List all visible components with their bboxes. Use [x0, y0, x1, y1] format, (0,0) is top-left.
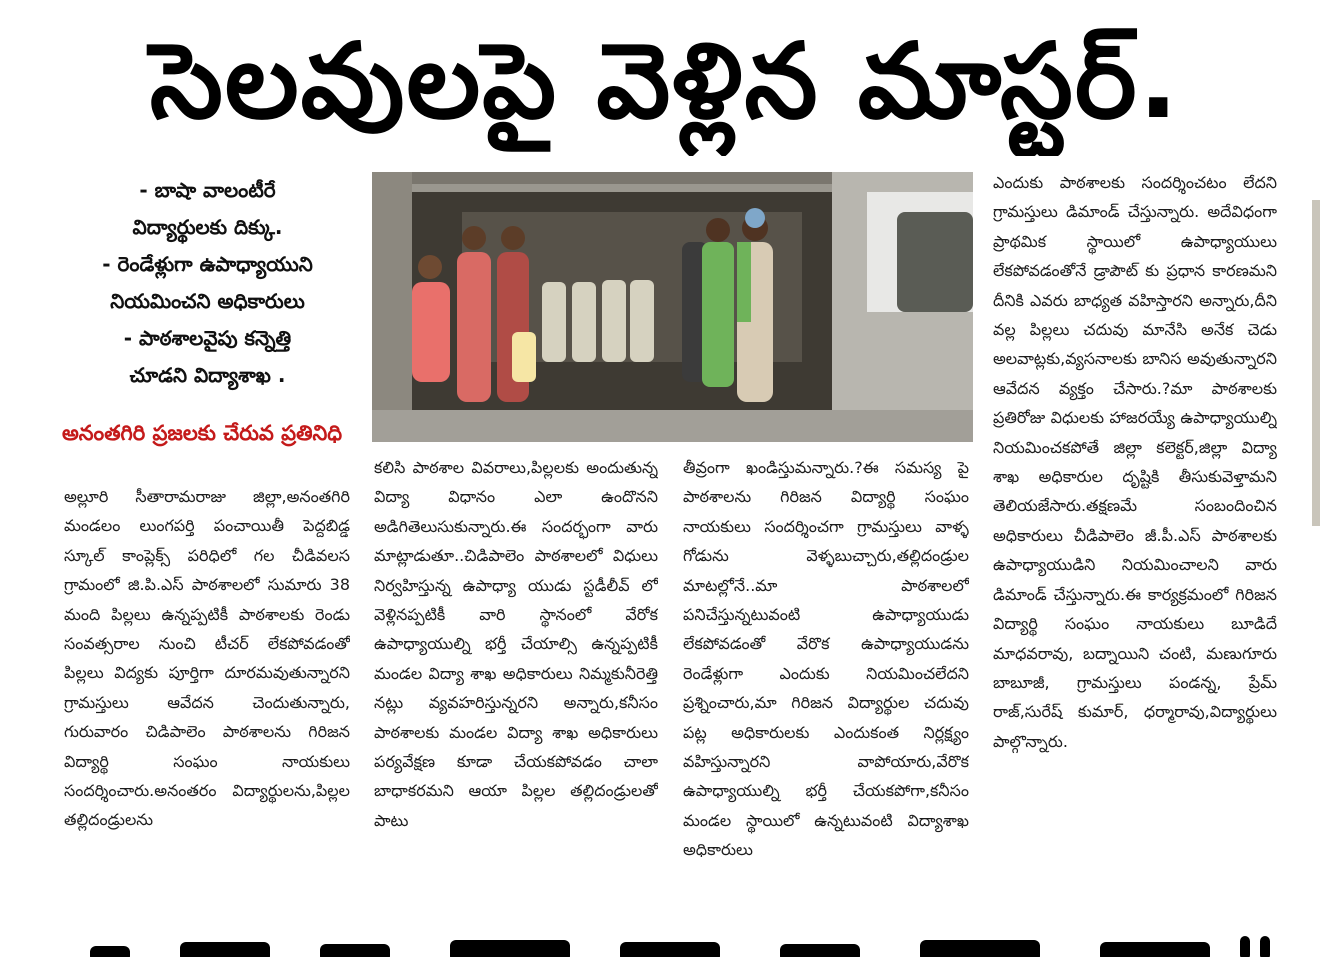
sub-point-4: నియమించని అధికారులు	[110, 289, 305, 313]
sub-point-6: చూడని విద్యాశాఖ .	[129, 363, 286, 387]
group-photo-illustration	[372, 172, 973, 442]
news-photo	[372, 172, 973, 442]
article-column-2: కలిసి పాఠశాల వివరాలు,పిల్లలకు అందుతున్న విద్యా విధానం ఎలా ఉందొనని అడిగితెలుసుకున్నారు.ఈ సందర్భంగా వారు మాట్లాడుతూ..చిడిపాలెం పాఠశాలలో విధులు నిర్వహిస్తున్న ఉపాధ్యా యుడు స్టడీలీవ్ లో వెళ్లినప్పటికీ వారి స్థానంలో వేరోక ఉపాధ్యాయుల్ని భర్తీ చేయాల్సి ఉన్నప్పటికీ మండల విద్యా శాఖ అధికారులు నిమ్మకునీరెత్తి నట్లు వ్యవహరిస్తున్నరని అన్నారు,కనీసం పాఠశాలకు మండల విద్యా శాఖ అధికారులు పర్యవేక్షణ కూడా చేయకపోవడం చాలా బాధాకరమని ఆయా పిల్లల తల్లిదండ్రులతో పాటు	[374, 458, 658, 830]
adjacent-photo-edge	[1312, 200, 1320, 526]
article-column-4: ఎందుకు పాఠశాలకు సందర్శించటం లేదని గ్రామస్తులు డిమాండ్ చేస్తున్నారు. అదేవిధంగా ప్రాథమిక స్థాయిలో ఉపాధ్యాయులు లేకపోవడంతోనే డ్రాపౌట్ కు ప్రధాన కారణమని దీనికి ఎవరు బాధ్యత వహిస్తారని అన్నారు,దీని వల్ల పిల్లలు చదువు మానేసి అనేక చెడు అలవాట్లకు,వ్యసనాలకు బానిస అవుతున్నారని ఆవేదన వ్యక్తం చేసారు.?మా పాఠశాలకు ప్రతిరోజు విధులకు హాజరయ్యే ఉపాధ్యాయుల్ని నియమించకపోతే జిల్లా కలెక్టర్,జిల్లా విద్యా శాఖ అధికారుల దృష్టికి తీసుకువెళ్తామని తెలియజేసారు.తక్షణమే సంబందించిన అధికారులు చీడిపాలెం జీ.పీ.ఎస్ పాఠశాలకు ఉపాధ్యాయుడిని నియమించాలని వారు డిమాండ్ చేస్తున్నారు.ఈ కార్యక్రమంలో గిరిజన విద్యార్థి సంఘం నాయకులు బూడిదే మాధవరావు, బద్నాయిని చంటి, మణుగూరు బాబూజీ, గ్రామస్తులు పండన్న, ప్రేమ్ రాజ్,సురేష్ కుమార్, ధర్మారావు,విద్యార్థులు పాల్గొన్నారు.	[993, 173, 1277, 751]
sub-point-1: - బాషా వాలంటీరే	[139, 178, 276, 202]
sub-points	[60, 172, 355, 394]
article-column-1: అల్లూరి సీతారామరాజు జిల్లా,అనంతగిరి మండలం లుంగపర్తి పంచాయితీ పెద్దబిడ్డ స్కూల్ కాంప్లెక్స్ పరిధిలో గల చీడివలస గ్రామంలో జి.పి.ఎస్ పాఠశాలలో సుమారు 38 మంది పిల్లలు ఉన్నప్పటికీ పాఠశాలకు రెండు సంవత్సరాల నుంచి టీచర్ లేకపోవడంతో పిల్లలు విద్యకు పూర్తిగా దూరమవుతున్నారని గ్రామస్తులు ఆవేదన చెందుతున్నారు, గురువారం చిడిపాలెం పాఠశాలను గిరిజన విద్యార్థి సంఘం నాయకులు సందర్శించారు.అనంతరం విద్యార్థులను,పిల్లల తల్లిదండ్రులను	[64, 487, 350, 830]
article-column-3: తీవ్రంగా ఖండిస్తుమన్నారు.?ఈ సమస్య పై పాఠశాలను గిరిజన విద్యార్థి సంఘం నాయకులు సందర్శించగా గ్రామస్తులు వాళ్ళ గోడును వెళ్ళబుచ్చారు,తల్లిదండ్రుల మాటల్లోనే..మా పాఠశాలలో పనిచేస్తున్నటువంటి ఉపాధ్యాయుడు లేకపోవడంతో వేరొక ఉపాధ్యాయుడను రెండేళ్లుగా ఎందుకు నియమించలేదని ప్రశ్నించారు,మా గిరిజన విద్యార్థుల చదువు పట్ల అధికారులకు ఎందుకంత నిర్లక్ష్యం వహిస్తున్నారని వాపోయారు,వేరొక ఉపాధ్యాయుల్ని భర్తీ చేయకపోగా,కనీసం మండల స్థాయిలో ఉన్నటువంటి విద్యాశాఖ అధికారులు	[683, 458, 969, 860]
dateline: అనంతగిరి ప్రజలకు చేరువ ప్రతినిధి	[62, 421, 343, 445]
sub-point-2: విద్యార్థులకు దిక్కు.	[132, 215, 283, 239]
sub-point-3: - రెండేళ్లుగా ఉపాధ్యాయుని	[102, 252, 313, 276]
headline: సెలవులపై వెళ్లిన మాస్టర్.	[149, 20, 1181, 142]
sub-point-5: - పాఠశాలవైపు కన్నెత్తి	[123, 326, 292, 350]
next-headline-cutoff	[60, 932, 1290, 957]
